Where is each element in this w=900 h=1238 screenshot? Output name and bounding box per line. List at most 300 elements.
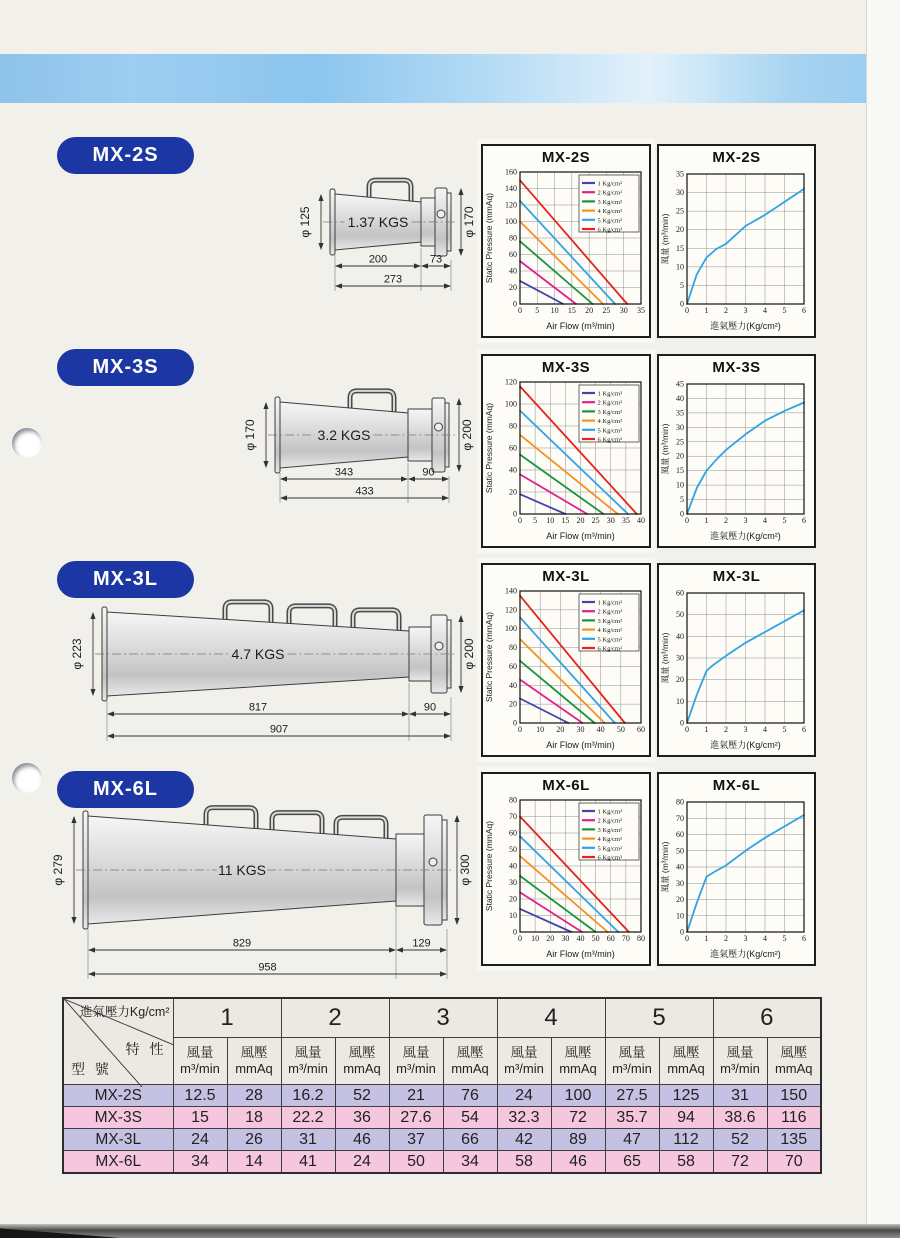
svg-text:5: 5 — [533, 516, 538, 525]
svg-text:30: 30 — [576, 725, 585, 734]
svg-text:11 KGS: 11 KGS — [218, 862, 266, 878]
svg-text:Air Flow (m³/min): Air Flow (m³/min) — [546, 740, 615, 750]
svg-text:1 Kg/cm²: 1 Kg/cm² — [597, 808, 623, 816]
svg-text:120: 120 — [505, 378, 517, 387]
flow-pressure-plot — [660, 378, 813, 545]
svg-text:35: 35 — [676, 169, 684, 179]
svg-text:25: 25 — [591, 516, 600, 525]
svg-text:Air Flow (m³/min): Air Flow (m³/min) — [546, 321, 615, 331]
flow-subheader: 風量 m³/min — [713, 1038, 767, 1085]
svg-text:6 Kg/cm²: 6 Kg/cm² — [597, 436, 623, 444]
svg-text:25: 25 — [602, 306, 611, 315]
svg-text:829: 829 — [232, 937, 252, 950]
svg-text:φ 200: φ 200 — [462, 638, 476, 670]
svg-text:0: 0 — [680, 299, 684, 309]
svg-text:60: 60 — [606, 934, 615, 943]
svg-text:1: 1 — [704, 516, 709, 525]
value-cell: 58 — [497, 1151, 551, 1174]
svg-text:60: 60 — [637, 725, 645, 734]
svg-text:6: 6 — [802, 725, 806, 734]
svg-text:10: 10 — [546, 516, 555, 525]
svg-text:10: 10 — [676, 480, 684, 490]
svg-text:φ 279: φ 279 — [51, 854, 65, 886]
svg-text:2 Kg/cm²: 2 Kg/cm² — [597, 817, 623, 825]
svg-text:50: 50 — [616, 725, 625, 734]
svg-text:5: 5 — [680, 280, 684, 290]
value-cell: 65 — [605, 1151, 659, 1174]
pressure-flow-plot — [484, 796, 648, 963]
svg-text:5 Kg/cm²: 5 Kg/cm² — [597, 845, 623, 853]
value-cell: 58 — [659, 1151, 713, 1174]
specification-table — [62, 997, 822, 1174]
svg-text:80: 80 — [509, 643, 517, 653]
svg-text:40: 40 — [509, 266, 517, 276]
pressure-subheader: 風壓 mmAq — [335, 1038, 389, 1085]
svg-text:6 Kg/cm²: 6 Kg/cm² — [597, 645, 623, 653]
table-row — [63, 1151, 821, 1174]
svg-text:40: 40 — [637, 516, 645, 525]
svg-text:907: 907 — [269, 723, 289, 736]
svg-text:20: 20 — [676, 225, 684, 235]
svg-text:4: 4 — [763, 934, 767, 943]
svg-text:3 Kg/cm²: 3 Kg/cm² — [597, 408, 623, 416]
svg-text:4: 4 — [763, 725, 767, 734]
svg-text:0: 0 — [513, 509, 517, 519]
svg-text:20: 20 — [509, 283, 517, 292]
value-cell: 31 — [281, 1129, 335, 1151]
chart-title: MX-2S — [541, 149, 591, 166]
value-cell: 12.5 — [173, 1085, 227, 1107]
chart-pressure-flow-mx3l — [481, 563, 651, 757]
value-cell: 16.2 — [281, 1085, 335, 1107]
svg-text:5 Kg/cm²: 5 Kg/cm² — [597, 636, 623, 644]
svg-text:160: 160 — [505, 168, 517, 177]
svg-text:45: 45 — [676, 379, 684, 389]
svg-text:50: 50 — [676, 610, 684, 620]
svg-text:5: 5 — [782, 725, 787, 734]
model-badge-mx3s: MX-3S — [57, 349, 194, 386]
svg-text:120: 120 — [505, 200, 517, 210]
chart-title: MX-6L — [542, 777, 590, 794]
svg-text:φ 300: φ 300 — [458, 854, 472, 886]
svg-text:40: 40 — [509, 861, 517, 871]
svg-text:100: 100 — [505, 217, 517, 226]
svg-text:40: 40 — [576, 934, 585, 943]
chart-flow-pressure-mx3s — [657, 354, 816, 548]
model-cell: MX-3L — [63, 1129, 173, 1151]
svg-text:5 Kg/cm²: 5 Kg/cm² — [597, 427, 623, 435]
svg-text:5: 5 — [782, 306, 787, 315]
svg-text:4 Kg/cm²: 4 Kg/cm² — [597, 418, 623, 426]
svg-text:2: 2 — [724, 516, 728, 525]
svg-text:3 Kg/cm²: 3 Kg/cm² — [597, 826, 623, 834]
value-cell: 26 — [227, 1129, 281, 1151]
svg-text:10: 10 — [536, 725, 545, 734]
value-cell: 22.2 — [281, 1107, 335, 1129]
flow-pressure-plot — [660, 587, 813, 754]
corner-label: 進氣壓力Kg/cm² — [79, 1005, 170, 1019]
svg-text:3 Kg/cm²: 3 Kg/cm² — [597, 617, 623, 625]
chart-title: MX-3S — [541, 359, 591, 376]
model-badge-mx2s: MX-2S — [57, 137, 194, 174]
svg-text:4 Kg/cm²: 4 Kg/cm² — [597, 836, 623, 844]
svg-text:風量 (m³/min): 風量 (m³/min) — [660, 841, 670, 893]
svg-text:50: 50 — [591, 934, 600, 943]
page-bottom-edge — [0, 1224, 900, 1238]
svg-text:Static Pressure (mmAq): Static Pressure (mmAq) — [484, 611, 494, 703]
svg-text:2: 2 — [724, 934, 728, 943]
value-cell: 14 — [227, 1151, 281, 1174]
svg-text:30: 30 — [561, 934, 570, 943]
svg-text:進氣壓力(Kg/cm²): 進氣壓力(Kg/cm²) — [710, 531, 781, 541]
svg-text:10: 10 — [550, 306, 559, 315]
flow-subheader: 風量 m³/min — [281, 1038, 335, 1085]
svg-text:0: 0 — [685, 725, 689, 734]
svg-text:50: 50 — [509, 845, 517, 854]
svg-text:3: 3 — [743, 516, 748, 525]
value-cell: 116 — [767, 1107, 821, 1129]
svg-text:10: 10 — [676, 911, 684, 921]
svg-text:4: 4 — [763, 516, 767, 525]
svg-text:40: 40 — [509, 465, 517, 475]
svg-text:Air Flow (m³/min): Air Flow (m³/min) — [546, 531, 615, 541]
svg-text:1 Kg/cm²: 1 Kg/cm² — [597, 390, 623, 398]
technical-drawing-mx3l — [57, 590, 477, 752]
svg-text:5 Kg/cm²: 5 Kg/cm² — [597, 217, 623, 225]
pressure-column-header: 6 — [713, 998, 821, 1038]
value-cell: 34 — [173, 1151, 227, 1174]
svg-text:80: 80 — [637, 934, 645, 943]
svg-text:風量 (m³/min): 風量 (m³/min) — [660, 423, 670, 475]
svg-text:343: 343 — [334, 466, 354, 479]
table-row — [63, 1085, 821, 1107]
chart-flow-pressure-mx2s — [657, 144, 816, 338]
value-cell: 47 — [605, 1129, 659, 1151]
chart-title: MX-3L — [712, 568, 761, 585]
flow-subheader: 風量 m³/min — [389, 1038, 443, 1085]
value-cell: 46 — [335, 1129, 389, 1151]
value-cell: 125 — [659, 1085, 713, 1107]
svg-text:2 Kg/cm²: 2 Kg/cm² — [597, 189, 623, 197]
pressure-column-header: 1 — [173, 998, 281, 1038]
flow-pressure-plot — [660, 796, 813, 963]
value-cell: 41 — [281, 1151, 335, 1174]
svg-text:90: 90 — [423, 701, 437, 714]
pressure-subheader: 風壓 mmAq — [443, 1038, 497, 1085]
svg-text:140: 140 — [505, 184, 517, 193]
svg-text:6: 6 — [802, 306, 806, 315]
svg-text:6: 6 — [802, 516, 806, 525]
value-cell: 24 — [497, 1085, 551, 1107]
svg-text:4.7 KGS: 4.7 KGS — [231, 646, 285, 662]
svg-text:5: 5 — [535, 306, 540, 315]
svg-text:1: 1 — [704, 934, 709, 943]
value-cell: 24 — [335, 1151, 389, 1174]
chart-title: MX-2S — [712, 149, 761, 166]
page-right-edge — [866, 0, 900, 1238]
svg-text:2: 2 — [724, 306, 728, 315]
corner-label: 型 號 — [71, 1061, 112, 1077]
svg-text:30: 30 — [509, 878, 517, 887]
value-cell: 50 — [389, 1151, 443, 1174]
value-cell: 54 — [443, 1107, 497, 1129]
svg-text:60: 60 — [676, 830, 684, 839]
svg-text:273: 273 — [383, 273, 403, 286]
value-cell: 27.5 — [605, 1085, 659, 1107]
svg-text:200: 200 — [368, 253, 388, 266]
chart-flow-pressure-mx6l — [657, 772, 816, 966]
svg-text:5: 5 — [680, 495, 684, 505]
pressure-subheader: 風壓 mmAq — [659, 1038, 713, 1085]
svg-text:15: 15 — [567, 306, 576, 315]
pressure-column-header: 5 — [605, 998, 713, 1038]
svg-text:2: 2 — [724, 725, 728, 734]
value-cell: 15 — [173, 1107, 227, 1129]
svg-text:120: 120 — [505, 605, 517, 615]
svg-text:25: 25 — [676, 206, 684, 216]
value-cell: 34 — [443, 1151, 497, 1174]
svg-text:60: 60 — [509, 443, 517, 453]
svg-text:Static Pressure (mmAq): Static Pressure (mmAq) — [484, 402, 494, 494]
svg-text:φ 223: φ 223 — [70, 638, 84, 670]
chart-pressure-flow-mx3s — [481, 354, 651, 548]
value-cell: 150 — [767, 1085, 821, 1107]
value-cell: 31 — [713, 1085, 767, 1107]
svg-text:20: 20 — [585, 306, 594, 315]
svg-text:817: 817 — [248, 701, 268, 714]
svg-text:4 Kg/cm²: 4 Kg/cm² — [597, 208, 623, 216]
corner-label: 特 性 — [125, 1041, 167, 1057]
svg-text:15: 15 — [561, 516, 570, 525]
spec-table — [62, 997, 822, 1174]
value-cell: 66 — [443, 1129, 497, 1151]
svg-text:60: 60 — [676, 588, 684, 598]
pressure-subheader: 風壓 mmAq — [551, 1038, 605, 1085]
svg-text:4 Kg/cm²: 4 Kg/cm² — [597, 627, 623, 635]
svg-text:5: 5 — [782, 934, 787, 943]
value-cell: 46 — [551, 1151, 605, 1174]
svg-text:35: 35 — [637, 306, 645, 315]
svg-text:70: 70 — [621, 934, 630, 943]
value-cell: 135 — [767, 1129, 821, 1151]
svg-text:80: 80 — [676, 797, 684, 807]
technical-drawing-mx6l — [30, 798, 478, 988]
svg-text:0: 0 — [513, 718, 517, 728]
value-cell: 32.3 — [497, 1107, 551, 1129]
svg-text:15: 15 — [676, 466, 684, 476]
svg-text:1 Kg/cm²: 1 Kg/cm² — [597, 180, 623, 188]
svg-text:50: 50 — [676, 846, 684, 856]
value-cell: 112 — [659, 1129, 713, 1151]
svg-text:進氣壓力(Kg/cm²): 進氣壓力(Kg/cm²) — [710, 949, 781, 959]
table-row — [63, 1129, 821, 1151]
svg-text:6 Kg/cm²: 6 Kg/cm² — [597, 854, 623, 862]
value-cell: 27.6 — [389, 1107, 443, 1129]
svg-text:15: 15 — [676, 243, 684, 253]
svg-text:958: 958 — [258, 961, 277, 974]
svg-text:30: 30 — [676, 653, 684, 663]
svg-text:0: 0 — [680, 509, 684, 519]
svg-text:2 Kg/cm²: 2 Kg/cm² — [597, 608, 623, 616]
svg-text:0: 0 — [518, 516, 522, 525]
svg-text:φ 170: φ 170 — [462, 206, 476, 238]
punch-hole — [12, 763, 42, 793]
flow-subheader: 風量 m³/min — [173, 1038, 227, 1085]
pressure-column-header: 3 — [389, 998, 497, 1038]
svg-text:90: 90 — [422, 466, 435, 479]
model-badge-mx6l: MX-6L — [57, 771, 194, 808]
top-banner-stripe — [0, 54, 900, 103]
value-cell: 38.6 — [713, 1107, 767, 1129]
value-cell: 94 — [659, 1107, 713, 1129]
svg-text:35: 35 — [676, 408, 684, 418]
value-cell: 72 — [551, 1107, 605, 1129]
svg-text:1.37 KGS: 1.37 KGS — [347, 214, 409, 230]
svg-text:20: 20 — [676, 895, 684, 904]
svg-text:0: 0 — [685, 306, 689, 315]
svg-text:φ 125: φ 125 — [298, 206, 312, 238]
svg-text:73: 73 — [429, 253, 443, 266]
svg-text:6 Kg/cm²: 6 Kg/cm² — [597, 226, 623, 234]
value-cell: 76 — [443, 1085, 497, 1107]
value-cell: 36 — [335, 1107, 389, 1129]
svg-text:Static Pressure (mmAq): Static Pressure (mmAq) — [484, 192, 494, 284]
svg-text:進氣壓力(Kg/cm²): 進氣壓力(Kg/cm²) — [710, 321, 781, 331]
svg-text:1 Kg/cm²: 1 Kg/cm² — [597, 599, 623, 607]
svg-text:20: 20 — [546, 934, 555, 943]
model-badge-mx3l: MX-3L — [57, 561, 194, 598]
model-cell: MX-3S — [63, 1107, 173, 1129]
flow-subheader: 風量 m³/min — [497, 1038, 551, 1085]
svg-text:0: 0 — [680, 718, 684, 728]
table-row — [63, 1107, 821, 1129]
svg-text:40: 40 — [676, 393, 684, 403]
chart-title: MX-3S — [712, 359, 761, 376]
pressure-flow-plot — [484, 587, 648, 754]
svg-text:129: 129 — [412, 937, 431, 950]
value-cell: 89 — [551, 1129, 605, 1151]
svg-text:風量 (m³/min): 風量 (m³/min) — [660, 213, 670, 265]
svg-text:80: 80 — [509, 421, 517, 431]
svg-text:40: 40 — [676, 862, 684, 872]
svg-text:Static Pressure (mmAq): Static Pressure (mmAq) — [484, 820, 494, 912]
svg-text:10: 10 — [676, 262, 684, 272]
svg-text:40: 40 — [676, 631, 684, 641]
svg-text:433: 433 — [355, 485, 374, 498]
svg-text:4: 4 — [763, 306, 767, 315]
svg-text:60: 60 — [509, 661, 517, 671]
svg-text:5: 5 — [782, 516, 787, 525]
value-cell: 28 — [227, 1085, 281, 1107]
pressure-column-header: 4 — [497, 998, 605, 1038]
technical-drawing-mx2s — [283, 158, 478, 310]
svg-text:進氣壓力(Kg/cm²): 進氣壓力(Kg/cm²) — [710, 740, 781, 750]
svg-text:60: 60 — [509, 828, 517, 838]
svg-text:100: 100 — [505, 624, 517, 634]
table-corner-cell — [63, 998, 173, 1085]
value-cell: 24 — [173, 1129, 227, 1151]
pressure-flow-plot — [484, 168, 648, 335]
svg-text:80: 80 — [509, 796, 517, 805]
svg-text:70: 70 — [676, 813, 684, 823]
svg-text:3: 3 — [743, 934, 748, 943]
svg-text:1: 1 — [704, 306, 709, 315]
svg-text:0: 0 — [518, 306, 522, 315]
svg-text:80: 80 — [509, 233, 517, 243]
svg-text:0: 0 — [685, 516, 689, 525]
pressure-column-header: 2 — [281, 998, 389, 1038]
value-cell: 100 — [551, 1085, 605, 1107]
svg-text:0: 0 — [680, 927, 684, 937]
svg-text:3: 3 — [743, 725, 748, 734]
svg-text:30: 30 — [606, 516, 615, 525]
value-cell: 72 — [713, 1151, 767, 1174]
pressure-flow-plot — [484, 378, 648, 545]
svg-text:20: 20 — [676, 675, 684, 685]
svg-text:10: 10 — [509, 911, 517, 920]
value-cell: 37 — [389, 1129, 443, 1151]
svg-text:2 Kg/cm²: 2 Kg/cm² — [597, 399, 623, 407]
svg-text:30: 30 — [676, 188, 684, 198]
value-cell: 42 — [497, 1129, 551, 1151]
svg-text:0: 0 — [685, 934, 689, 943]
svg-text:20: 20 — [509, 487, 517, 497]
svg-text:100: 100 — [505, 399, 517, 409]
svg-text:70: 70 — [509, 812, 517, 821]
svg-text:20: 20 — [576, 516, 585, 525]
model-cell: MX-6L — [63, 1151, 173, 1174]
svg-text:30: 30 — [619, 306, 628, 315]
value-cell: 70 — [767, 1151, 821, 1174]
svg-text:20: 20 — [556, 725, 565, 734]
svg-text:3: 3 — [743, 306, 748, 315]
svg-text:140: 140 — [505, 587, 517, 596]
svg-text:6: 6 — [802, 934, 806, 943]
svg-text:3.2 KGS: 3.2 KGS — [317, 427, 371, 443]
svg-text:60: 60 — [509, 250, 517, 259]
chart-pressure-flow-mx2s — [481, 144, 651, 338]
punch-hole — [12, 428, 42, 458]
chart-title: MX-3L — [542, 568, 590, 585]
flow-subheader: 風量 m³/min — [605, 1038, 659, 1085]
svg-text:30: 30 — [676, 878, 684, 888]
value-cell: 35.7 — [605, 1107, 659, 1129]
svg-text:40: 40 — [509, 680, 517, 690]
chart-title: MX-6L — [712, 777, 761, 794]
svg-text:φ 200: φ 200 — [460, 419, 474, 451]
svg-text:20: 20 — [676, 451, 684, 461]
svg-text:φ 170: φ 170 — [243, 419, 257, 451]
svg-text:0: 0 — [518, 934, 522, 943]
flow-pressure-plot — [660, 168, 813, 335]
svg-text:10: 10 — [531, 934, 540, 943]
value-cell: 18 — [227, 1107, 281, 1129]
svg-text:35: 35 — [621, 516, 630, 525]
pressure-subheader: 風壓 mmAq — [767, 1038, 821, 1085]
technical-drawing-mx3s — [230, 380, 478, 508]
svg-text:40: 40 — [596, 725, 605, 734]
svg-text:0: 0 — [513, 927, 517, 937]
svg-text:Air Flow (m³/min): Air Flow (m³/min) — [546, 949, 615, 959]
svg-text:0: 0 — [513, 299, 517, 309]
svg-text:0: 0 — [518, 725, 522, 734]
model-cell: MX-2S — [63, 1085, 173, 1107]
value-cell: 21 — [389, 1085, 443, 1107]
svg-text:20: 20 — [509, 894, 517, 904]
svg-text:25: 25 — [676, 437, 684, 447]
chart-pressure-flow-mx6l — [481, 772, 651, 966]
svg-text:20: 20 — [509, 699, 517, 709]
